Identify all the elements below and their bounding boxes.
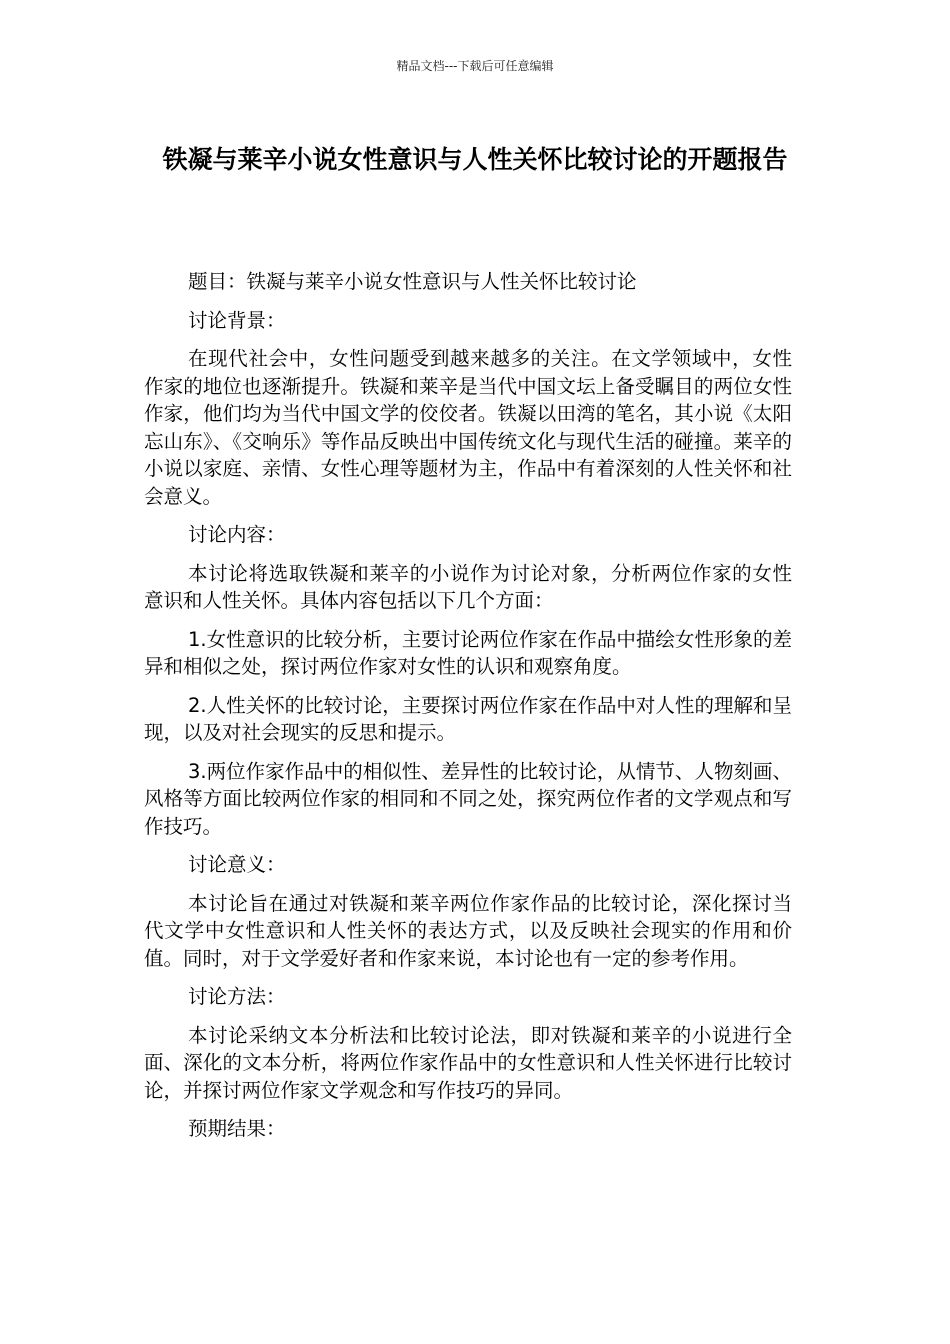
topic-line: 题目：铁凝与莱辛小说女性意识与人性关怀比较讨论 xyxy=(188,270,637,293)
document-body xyxy=(144,268,792,1154)
section-heading-background: 讨论背景： xyxy=(188,308,286,332)
paragraph-significance: 本讨论旨在通过对铁凝和莱辛两位作家作品的比较讨论，深化探讨当代文学中女性意识和人性关怀的表达方式，以及反映社会现实的作用和价值。同时，对于文学爱好者和作家来说，本讨论也有一定的参考作用。 xyxy=(144,891,792,970)
list-item-2: 2.人性关怀的比较讨论，主要探讨两位作家在作品中对人性的理解和呈现，以及对社会现实的反思和提示。 xyxy=(144,693,792,744)
list-item-3: 3.两位作家作品中的相似性、差异性的比较讨论，从情节、人物刻画、风格等方面比较两位作家的相同和不同之处，探究两位作者的文学观点和写作技巧。 xyxy=(144,759,792,838)
header-note: 精品文档---下载后可任意编辑 xyxy=(396,59,554,73)
section-heading-content: 讨论内容： xyxy=(188,523,286,546)
list-item-1: 1.女性意识的比较分析，主要讨论两位作家在作品中描绘女性形象的差异和相似之处，探讨两位作家对女性的认识和观察角度。 xyxy=(144,627,792,678)
paragraph-content-intro: 本讨论将选取铁凝和莱辛的小说作为讨论对象，分析两位作家的女性意识和人性关怀。具体内容包括以下几个方面： xyxy=(144,561,792,612)
paragraph-background: 在现代社会中，女性问题受到越来越多的关注。在文学领域中，女性作家的地位也逐渐提升。铁凝和莱辛是当代中国文坛上备受瞩目的两位女性作家，他们均为当代中国文学的佼佼者。铁凝以田湾的笔名，其小说《太阳忘山东》、《交响乐》等作品反映出中国传统文化与现代生活的碰撞。莱辛的小说以家庭、亲情、女性心理等题材为主，作品中有着深刻的人性关怀和社会意义。 xyxy=(144,347,792,508)
section-heading-method: 讨论方法： xyxy=(188,985,286,1008)
document-title: 铁凝与莱辛小说女性意识与人性关怀比较讨论的开题报告 xyxy=(162,145,788,174)
section-heading-significance: 讨论意义： xyxy=(188,853,286,876)
paragraph-method: 本讨论采纳文本分析法和比较讨论法，即对铁凝和莱辛的小说进行全面、深化的文本分析，将两位作家作品中的女性意识和人性关怀进行比较讨论，并探讨两位作家文学观念和写作技巧的异同。 xyxy=(144,1023,792,1102)
section-heading-expected-results: 预期结果： xyxy=(188,1117,286,1140)
